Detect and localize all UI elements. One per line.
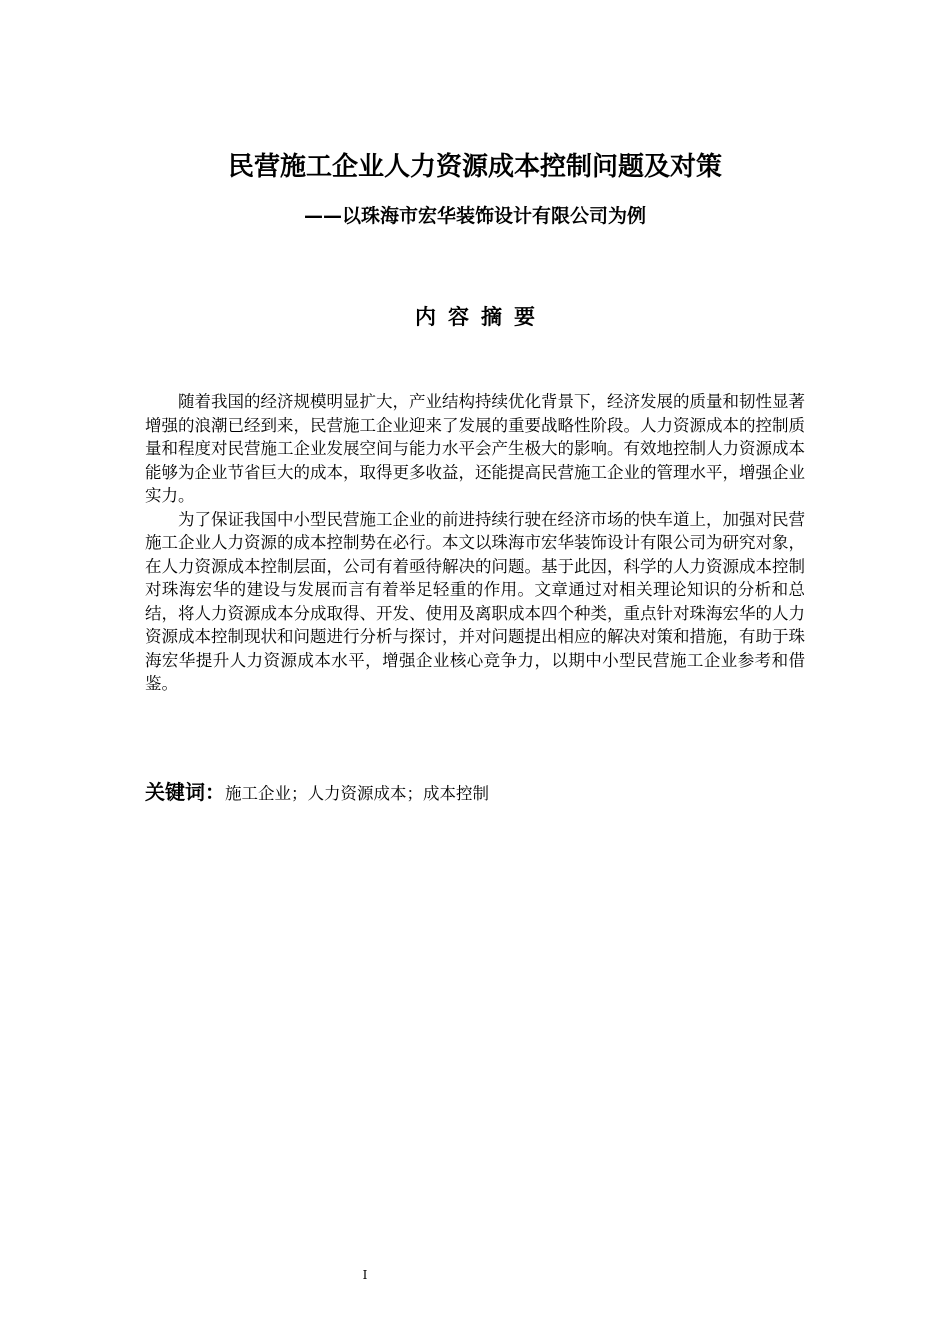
abstract-body	[145, 390, 805, 696]
keywords-label: 关键词：	[145, 780, 225, 804]
document-subtitle: ——以珠海市宏华装饰设计有限公司为例	[303, 205, 646, 227]
abstract-paragraph: 为了保证我国中小型民营施工企业的前进持续行驶在经济市场的快车道上，加强对民营施工企业人力资源的成本控制势在必行。本文以珠海市宏华装饰设计有限公司为研究对象，在人力资源成本控制层面，公司有着亟待解决的问题。基于此因，科学的人力资源成本控制对珠海宏华的建设与发展而言有着举足轻重的作用。文章通过对相关理论知识的分析和总结，将人力资源成本分成取得、开发、使用及离职成本四个种类，重点针对珠海宏华的人力资源成本控制现状和问题进行分析与探讨，并对问题提出相应的解决对策和措施，有助于珠海宏华提升人力资源成本水平，增强企业核心竞争力，以期中小型民营施工企业参考和借鉴。	[145, 509, 805, 693]
document-title: 民营施工企业人力资源成本控制问题及对策	[227, 152, 722, 182]
abstract-paragraph: 随着我国的经济规模明显扩大，产业结构持续优化背景下，经济发展的质量和韧性显著增强的浪潮已经到来，民营施工企业迎来了发展的重要战略性阶段。人力资源成本的控制质量和程度对民营施工企业发展空间与能力水平会产生极大的影响。有效地控制人力资源成本能够为企业节省巨大的成本，取得更多收益，还能提高民营施工企业的管理水平，增强企业实力。	[145, 392, 805, 505]
keywords-text: 施工企业；人力资源成本；成本控制	[225, 784, 489, 803]
keywords-line	[145, 776, 805, 805]
abstract-heading: 内容摘要	[415, 305, 547, 329]
page-number: I	[362, 1268, 368, 1282]
